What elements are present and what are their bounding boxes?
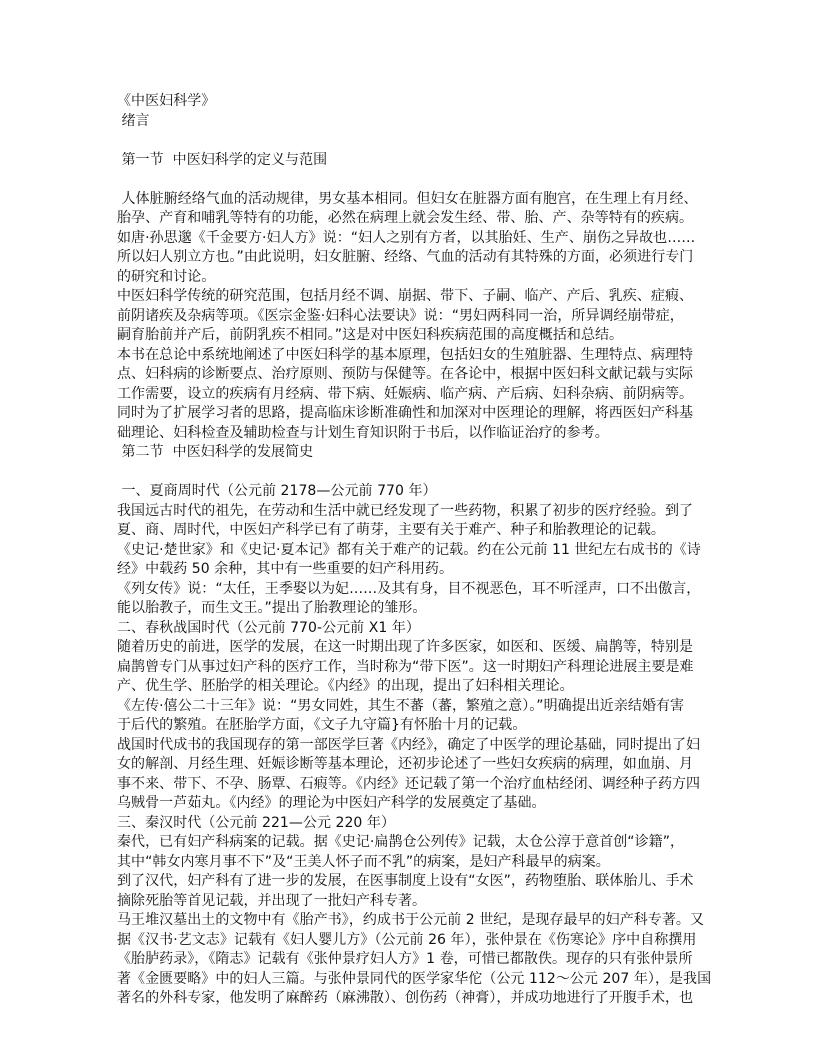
text-line: 夏、商、周时代，中医妇产科学已有了萌芽，主要有关于难产、种子和胎教理论的记载。 bbox=[117, 522, 665, 538]
text-line: 产、优生学、胚胎学的相关理论。《内经》的出现，提出了妇科相关理论。 bbox=[117, 678, 574, 694]
text-line: 女的解剖、月经生理、妊娠诊断等基本理论，还初步论述了一些妇女疾病的病理，如血崩、月 bbox=[117, 756, 694, 772]
text-line: 三、秦汉时代（公元前 221—公元 220 年） bbox=[117, 814, 395, 831]
text-line: 我国远古时代的祖先，在劳动和生活中就已经发现了一些药物，积累了初步的医疗经验。到了 bbox=[117, 502, 694, 519]
text-line: 如唐·孙思邈《千金要方·妇人方》说：“妇人之别有方者，以其胎妊、生产、崩伤之异故也…… bbox=[117, 229, 696, 246]
section-2-heading: 第二节 中医妇科学的发展简史 bbox=[117, 444, 314, 460]
text-line: 点、妇科病的诊断要点、治疗原则、预防与保健等。在各论中，根据中医妇科文献记载与实际 bbox=[117, 366, 694, 382]
text-line: 人体脏腑经络气血的活动规律，男女基本相同。但妇女在脏器方面有胞宫，在生理上有月经、 bbox=[117, 190, 698, 207]
text-line: 据《汉书·艺文志》记载有《妇人婴儿方》（公元前 26 年），张仲景在《伤寒论》序中自称撰用 bbox=[117, 931, 697, 948]
text-line: 《列女传》说：“太任，王季娶以为妃……及其有身，目不视恶色，耳不听淫声，口不出傲言， bbox=[117, 580, 701, 597]
blank-line bbox=[117, 170, 717, 190]
text-line: 战国时代成书的我国现存的第一部医学巨著《内经》，确定了中医学的理论基础，同时提出了妇 bbox=[117, 736, 701, 753]
text-line: 马王堆汉墓出土的文物中有《胎产书》，约成书于公元前 2 世纪，是现存最早的妇产科专著。又 bbox=[117, 912, 705, 928]
text-line: 《左传·僖公二十三年》说：“男女同姓，其生不蕃（蕃，繁殖之意）。”明确提出近亲结婚有害 bbox=[117, 697, 685, 714]
text-line: 其中“韩女内寒月事不下”及“王美人怀子而不乳”的病案，是妇产科最早的病案。 bbox=[117, 853, 610, 870]
text-line: 所以妇人别立方也。”由此说明，妇女脏腑、经络、气血的活动有其特殊的方面，必须进行专门 bbox=[117, 249, 694, 265]
text-line: 经》中载药 50 余种，其中有一些重要的妇产科用药。 bbox=[117, 561, 454, 577]
document-title: 《中医妇科学》 bbox=[117, 93, 216, 109]
text-line: 事不来、带下、不孕、肠覃、石瘕等。《内经》还记载了第一个治疗血枯经闭、调经种子药方四 bbox=[117, 775, 701, 792]
text-line: 同时为了扩展学习者的思路，提高临床诊断准确性和加深对中医理论的理解，将西医妇产科基 bbox=[117, 405, 694, 421]
text-line: 摘除死胎等首见记载，并出现了一批妇产科专著。 bbox=[117, 892, 427, 909]
text-line: 前阴诸疾及杂病等项。《医宗金鉴·妇科心法要诀》说：“男妇两科同一治，所异调经崩带症， bbox=[117, 307, 684, 324]
text-line: 工作需要，设立的疾病有月经病、带下病、妊娠病、临产病、产后病、妇科杂病、前阴病等。 bbox=[117, 385, 694, 402]
text-line: 扁鹊曾专门从事过妇产科的医疗工作，当时称为“带下医”。这一时期妇产科理论进展主要是难 bbox=[117, 658, 694, 675]
text-line: 本书在总论中系统地阐述了中医妇科学的基本原理，包括妇女的生殖脏器、生理特点、病理特 bbox=[117, 346, 694, 363]
text-line: 《胎胪药录》，《隋志》记载有《张仲景疗妇人方》1 卷，可惜已都散佚。现存的只有张仲景所 bbox=[117, 951, 693, 967]
text-line: 一、夏商周时代（公元前 2178—公元前 770 年） bbox=[117, 483, 437, 499]
text-line: 的研究和讨论。 bbox=[117, 268, 216, 285]
text-line: 二、春秋战国时代（公元前 770-公元前 X1 年） bbox=[117, 619, 420, 636]
text-line: 础理论、妇科检查及辅助检查与计划生育知识附于书后，以作临证治疗的参考。 bbox=[117, 424, 609, 441]
text-line: 于后代的繁殖。在胚胎学方面，《文子九守篇}有怀胎十月的记载。 bbox=[117, 717, 527, 733]
text-line: 秦代，已有妇产科病案的记载。据《史记·扁鹊仓公列传》记载，太仓公淳于意首创“诊籍”， bbox=[117, 834, 685, 850]
text-line: 乌贼骨一芦茹丸。《内经》的理论为中医妇产科学的发展奠定了基础。 bbox=[117, 795, 546, 811]
text-line: 《史记·楚世家》和《史记·夏本记》都有关于难产的记载。约在公元前 11 世纪左右成书的《诗 bbox=[117, 541, 701, 558]
text-line: 中医妇科学传统的研究范围，包括月经不调、崩据、带下、子嗣、临产、产后、乳疾、症瘕、 bbox=[117, 288, 694, 304]
section-2-body bbox=[117, 482, 717, 1009]
preface-heading: 绪言 bbox=[117, 112, 150, 129]
text-line: 随着历史的前进，医学的发展，在这一时期出现了许多医家，如医和、医缓、扁鹊等，特别是 bbox=[117, 639, 694, 655]
blank-line bbox=[117, 131, 717, 151]
text-line: 能以胎教子，而生文王。”提出了胎教理论的雏形。 bbox=[117, 600, 427, 616]
section-1-heading: 第一节 中医妇科学的定义与范围 bbox=[117, 151, 328, 168]
section-1-body bbox=[117, 190, 717, 444]
text-line: 著《金匮要略》中的妇人三篇。与张仲景同代的医学家华佗（公元 112～公元 207 年），是我国 bbox=[117, 970, 712, 987]
text-line: 到了汉代，妇产科有了进一步的发展，在医事制度上设有“女医”，药物堕胎、联体胎儿、手术 bbox=[117, 873, 694, 889]
document-body bbox=[117, 92, 717, 1009]
text-line: 著名的外科专家，他发明了麻醉药（麻沸散）、创伤药（神膏），并成功地进行了开腹手术，也 bbox=[117, 990, 694, 1006]
blank-line bbox=[117, 463, 717, 483]
text-line: 胎孕、产育和哺乳等特有的功能，必然在病理上就会发生经、带、胎、产、杂等特有的疾病。 bbox=[117, 210, 694, 226]
text-line: 嗣育胎前并产后，前阴乳疾不相同。”这是对中医妇科疾病范围的高度概括和总结。 bbox=[117, 327, 624, 343]
